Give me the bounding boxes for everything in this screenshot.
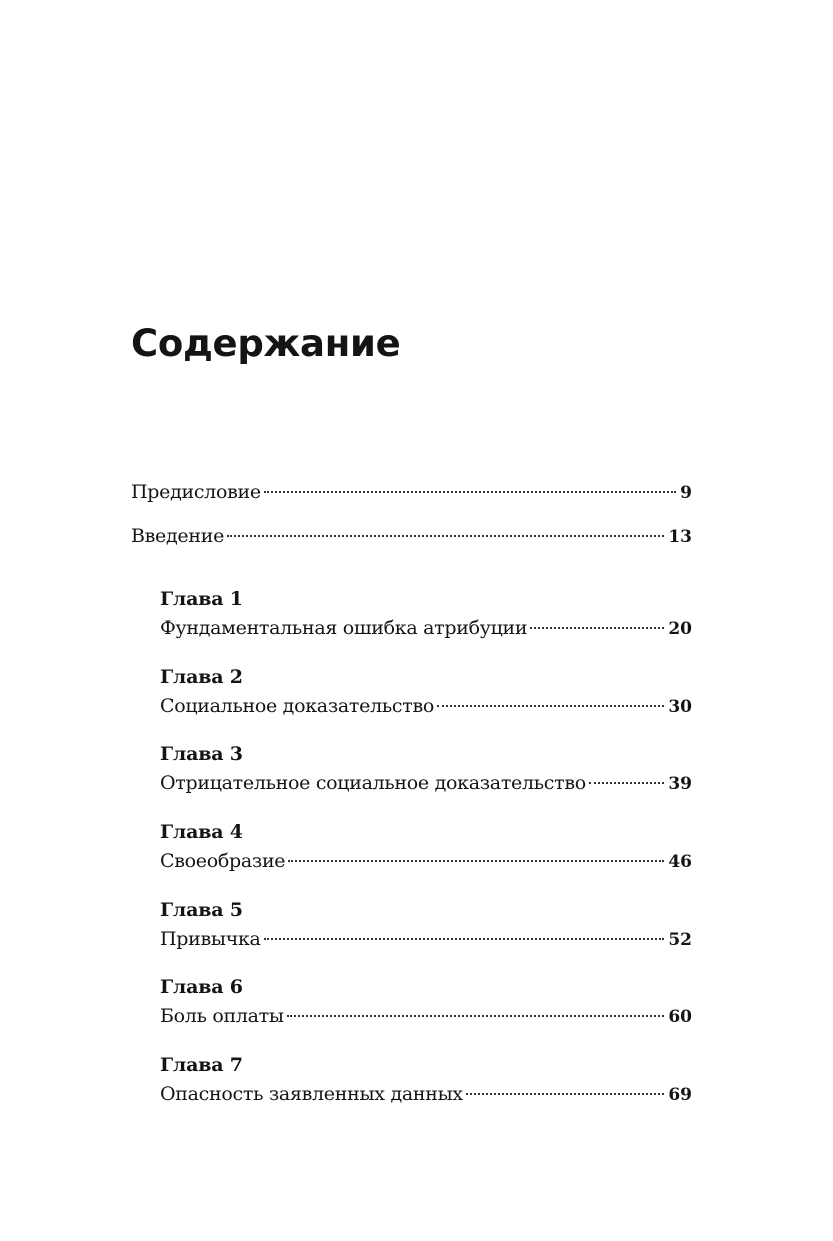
toc-page-number: 39 [668, 774, 692, 794]
toc-page-number: 9 [680, 483, 692, 503]
toc-entry-chapter-6[interactable] [160, 1001, 692, 1031]
toc-page-number: 46 [668, 852, 692, 872]
dot-leader [227, 535, 664, 537]
toc-entry-introduction[interactable] [131, 521, 692, 551]
toc-page-number: 52 [668, 930, 692, 950]
chapter-heading: Глава 4 [160, 821, 243, 843]
toc-entry-label: Боль оплаты [160, 1005, 284, 1027]
chapter-heading: Глава 3 [160, 743, 243, 765]
dot-leader [288, 860, 664, 862]
toc-entry-label: Введение [131, 525, 225, 547]
toc-page-number: 60 [668, 1007, 692, 1027]
chapter-heading: Глава 6 [160, 976, 243, 998]
dot-leader [466, 1093, 664, 1095]
toc-page-number: 69 [668, 1085, 692, 1105]
dot-leader [264, 938, 665, 940]
chapter-heading: Глава 2 [160, 666, 243, 688]
toc-entry-label: Предисловие [131, 481, 261, 503]
toc-entry-label: Своеобразие [160, 850, 286, 872]
chapter-heading: Глава 5 [160, 899, 243, 921]
chapter-heading: Глава 1 [160, 588, 243, 610]
toc-entry-label: Привычка [160, 928, 261, 950]
chapter-heading: Глава 7 [160, 1054, 243, 1076]
toc-entry-chapter-3[interactable] [160, 768, 692, 798]
toc-entry-label: Фундаментальная ошибка атрибуции [160, 617, 528, 639]
toc-entry-chapter-4[interactable] [160, 846, 692, 876]
dot-leader [437, 705, 664, 707]
toc-entry-label: Опасность заявленных данных [160, 1083, 463, 1105]
dot-leader [264, 491, 676, 493]
dot-leader [287, 1015, 665, 1017]
toc-page-number: 20 [668, 619, 692, 639]
toc-entry-label: Отрицательное социальное доказательство [160, 772, 586, 794]
page-title: Содержание [131, 322, 401, 365]
toc-page-number: 30 [668, 697, 692, 717]
toc-entry-chapter-7[interactable] [160, 1079, 692, 1109]
toc-entry-chapter-1[interactable] [160, 613, 692, 643]
toc-entry-label: Социальное доказательство [160, 695, 434, 717]
toc-entry-chapter-5[interactable] [160, 924, 692, 954]
toc-page-number: 13 [668, 527, 692, 547]
toc-entry-preface[interactable] [131, 477, 692, 507]
toc-entry-chapter-2[interactable] [160, 691, 692, 721]
dot-leader [530, 627, 664, 629]
dot-leader [589, 782, 664, 784]
